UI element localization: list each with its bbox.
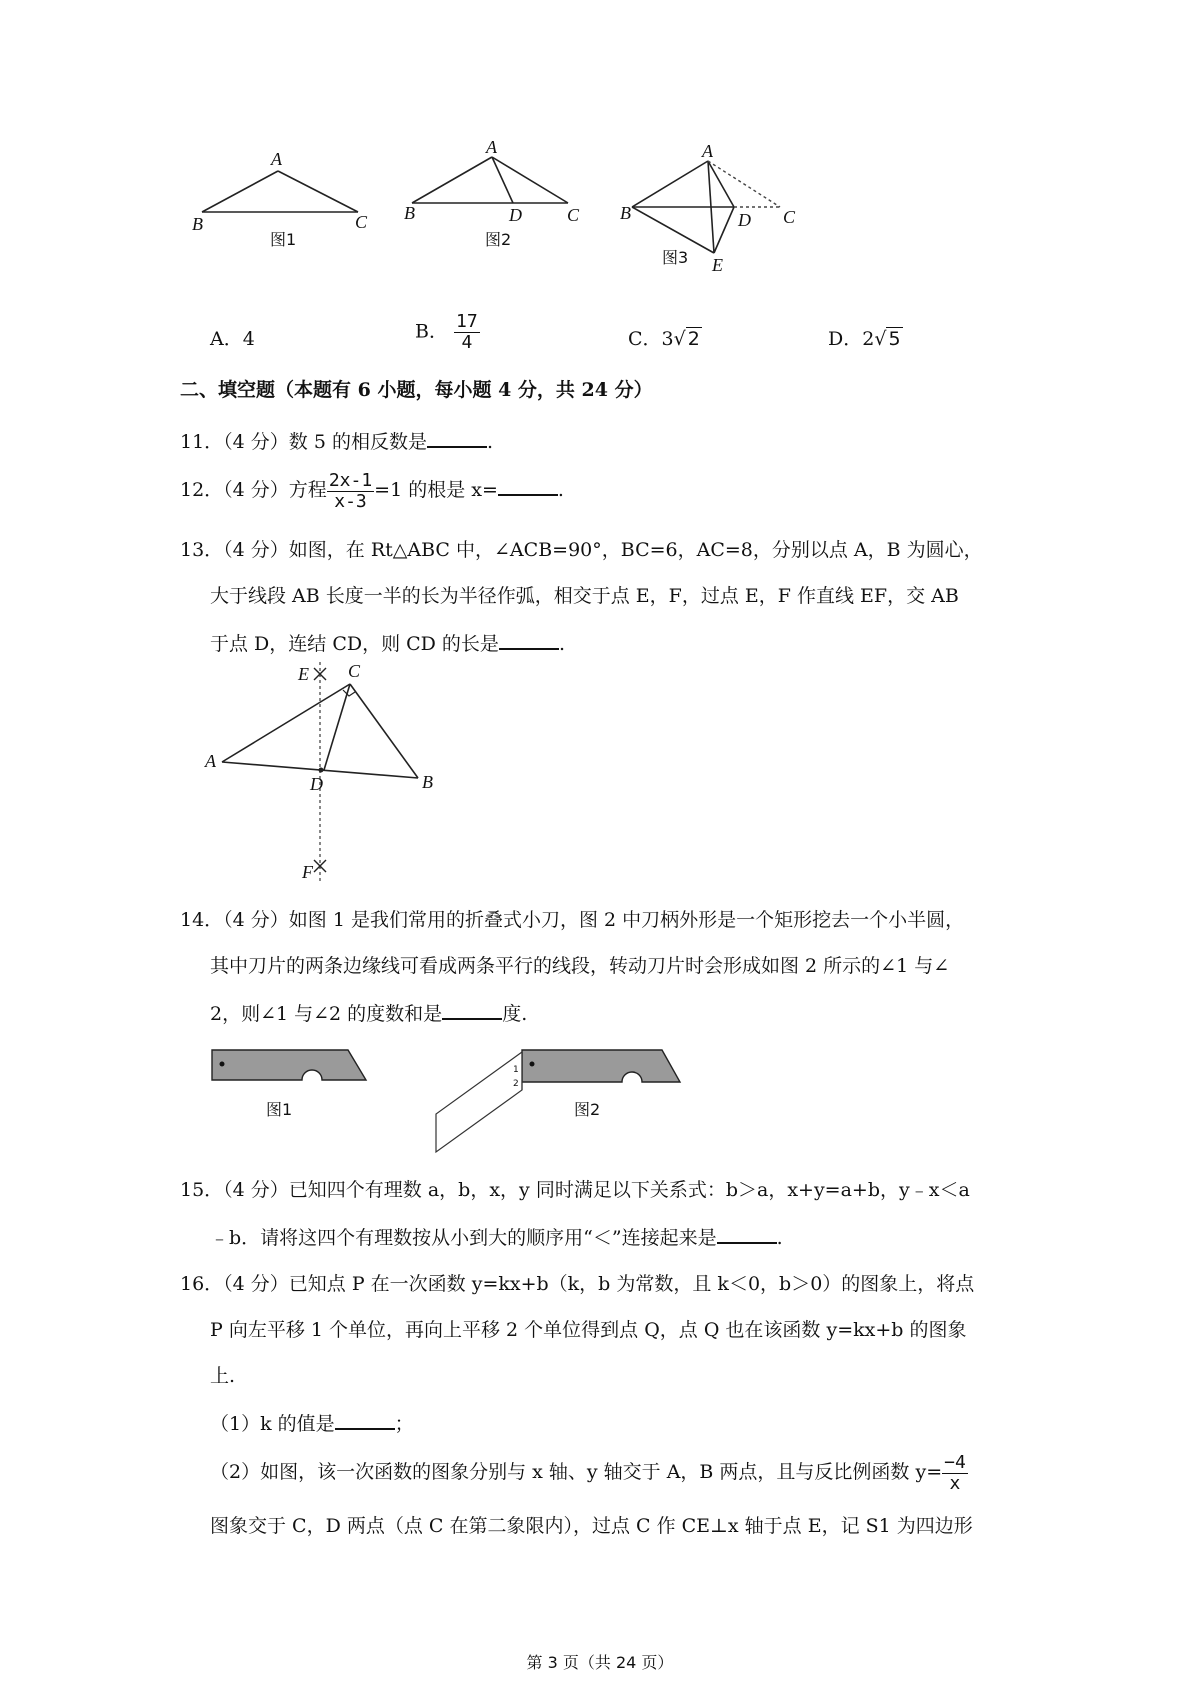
q14-line-2: 其中刀片的两条边缘线可看成两条平行的线段，转动刀片时会形成如图 2 所示的∠1 与∠: [210, 955, 950, 977]
q14-fig1-caption: 图1: [266, 1100, 293, 1119]
option-B-fraction: [454, 312, 480, 353]
q16-sub1-end: ；: [394, 1413, 414, 1435]
q16-last-line: 图象交于 C，D 两点（点 C 在第二象限内），过点 C 作 CE⊥x 轴于点 E，记 S1 为四边形: [210, 1515, 973, 1537]
fig3-label-D: D: [738, 210, 751, 230]
option-C-letter: C．: [628, 328, 662, 350]
fig3-label-B: B: [620, 203, 631, 223]
question-12: [180, 470, 564, 512]
q14-figures: [200, 1040, 700, 1160]
sqrt-icon: √: [874, 328, 887, 350]
q13-label-B: B: [422, 772, 433, 792]
option-C: [628, 324, 702, 351]
q16-line-1: 16．（4 分）已知点 P 在一次函数 y=kx+b（k，b 为常数，且 k＜0，b＞0）的图象上，将点: [180, 1273, 975, 1295]
q12-denominator: x-3: [334, 490, 367, 512]
fig2-label-C: C: [567, 205, 580, 225]
option-D: [828, 324, 903, 351]
q13-label-F: F: [302, 862, 313, 882]
q14-angle-2: 2: [513, 1079, 519, 1089]
q14-line-1: 14．（4 分）如图 1 是我们常用的折叠式小刀，图 2 中刀柄外形是一个矩形挖去一个小半圆，: [180, 909, 965, 931]
option-B-numerator: 17: [456, 311, 478, 332]
fig3-caption: 图3: [662, 248, 689, 267]
q16-sub2-numerator: −4: [944, 1451, 966, 1473]
option-B: [415, 312, 480, 353]
q16-sub-1: [210, 1410, 414, 1436]
option-D-radicand: 5: [888, 328, 901, 350]
section-2-title: 二、填空题（本题有 6 小题，每小题 4 分，共 24 分）: [180, 379, 653, 401]
option-A-value: 4: [242, 328, 255, 350]
option-A-letter: A．: [210, 328, 243, 350]
q14-answer-blank[interactable]: [442, 1000, 502, 1020]
q14-angle-1: 1: [513, 1065, 519, 1075]
q15-end: .: [776, 1227, 783, 1249]
top-figures: [180, 135, 840, 280]
fig2-caption: 图2: [485, 230, 512, 249]
q11-text: 11．（4 分）数 5 的相反数是: [180, 431, 427, 453]
q13-line-3: 于点 D，连结 CD，则 CD 的长是: [210, 633, 499, 655]
q16-line-3: 上.: [210, 1365, 236, 1387]
q15-line-1: 15．（4 分）已知四个有理数 a，b，x，y 同时满足以下关系式：b＞a，x+y=a+b，y﹣x＜a: [180, 1179, 970, 1201]
figure-3-folded-triangle: [620, 141, 796, 275]
option-D-coef: 2: [862, 328, 875, 350]
fig2-label-A: A: [486, 137, 497, 157]
q16-sub1-text: （1）k 的值是: [210, 1413, 335, 1435]
q12-suffix: =1 的根是 x=: [374, 479, 498, 501]
page-footer: 第 3 页（共 24 页）: [526, 1653, 674, 1672]
q13-line-1: 13．（4 分）如图，在 Rt△ABC 中，∠ACB=90°，BC=6，AC=8，分别以点 A，B 为圆心，: [180, 539, 983, 561]
q14-line-3: 2，则∠1 与∠2 的度数和是: [210, 1003, 443, 1025]
option-C-coef: 3: [661, 328, 674, 350]
q12-numerator: 2x-1: [328, 469, 373, 491]
q13-line-3-wrap: [210, 630, 565, 656]
q15-answer-blank[interactable]: [717, 1224, 777, 1244]
q14-end: 度.: [502, 1003, 528, 1025]
q12-answer-blank[interactable]: [498, 476, 558, 496]
q16-sub2-text: （2）如图，该一次函数的图象分别与 x 轴、y 轴交于 A，B 两点，且与反比例函数 y=: [210, 1461, 943, 1483]
q13-figure: [200, 660, 460, 890]
q13-label-E: E: [298, 664, 309, 684]
q15-line-2: ﹣b．请将这四个有理数按从小到大的顺序用“＜”连接起来是: [210, 1227, 717, 1249]
fig2-label-B: B: [404, 203, 415, 223]
question-11: [180, 428, 493, 454]
q13-label-D: D: [310, 774, 323, 794]
fig3-label-E: E: [712, 255, 723, 275]
q13-label-C: C: [348, 661, 361, 681]
fig1-label-B: B: [192, 214, 203, 234]
q14-figure-2-handle-blade: [436, 1050, 680, 1152]
fig1-label-C: C: [355, 212, 368, 232]
option-C-radicand: 2: [687, 328, 700, 350]
q13-answer-blank[interactable]: [499, 630, 559, 650]
q12-prefix: 12．（4 分）方程: [180, 479, 327, 501]
q13-line-2: 大于线段 AB 长度一半的长为半径作弧，相交于点 E，F，过点 E，F 作直线 EF，交 AB: [210, 585, 959, 607]
fig3-label-A: A: [702, 141, 713, 161]
q11-end: .: [486, 431, 494, 453]
figure-2-triangle: [404, 137, 580, 249]
q16-line-2: P 向左平移 1 个单位，再向上平移 2 个单位得到点 Q，点 Q 也在该函数 y=kx+b 的图象: [210, 1319, 967, 1341]
fig1-caption: 图1: [270, 230, 297, 249]
q16-sub-2: [210, 1450, 968, 1494]
q13-label-A: A: [205, 751, 216, 771]
q14-fig2-caption: 图2: [574, 1100, 601, 1119]
q12-fraction: [327, 471, 374, 512]
q16-sub2-fraction: [942, 1453, 968, 1494]
option-A: [210, 324, 255, 351]
option-B-denominator: 4: [461, 332, 473, 353]
q14-line-3-wrap: [210, 1000, 527, 1026]
sqrt-icon: √: [673, 328, 686, 350]
fig1-label-A: A: [271, 149, 282, 169]
q14-figure-1-handle: [212, 1050, 366, 1119]
q12-end: .: [557, 479, 564, 501]
fig3-label-C: C: [783, 207, 796, 227]
q15-line-2-wrap: [210, 1224, 783, 1250]
option-D-letter: D．: [828, 328, 863, 350]
figure-1-triangle: [192, 149, 368, 249]
option-B-letter: B．: [415, 320, 448, 343]
q13-end: .: [558, 633, 565, 655]
fig2-label-D: D: [509, 205, 522, 225]
q11-answer-blank[interactable]: [427, 428, 487, 448]
q16-sub1-answer-blank[interactable]: [335, 1410, 395, 1430]
q16-sub2-denominator: x: [949, 1472, 961, 1494]
